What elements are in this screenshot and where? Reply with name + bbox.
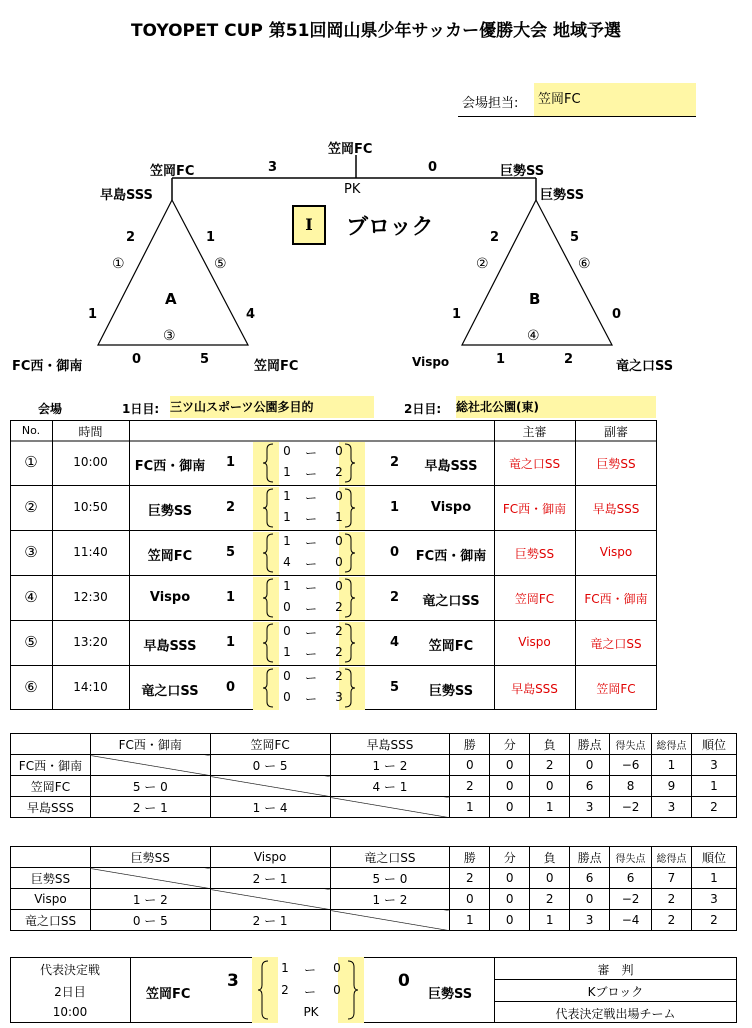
match-referee: 笠岡FC [514, 592, 555, 606]
standings-points-header: 勝点 [570, 734, 610, 755]
match-no: ⑥ [24, 678, 38, 696]
standings-draws: 0 [490, 910, 530, 931]
standings-points: 0 [570, 755, 610, 776]
match-dash-2: ー [304, 512, 317, 526]
standings-diagonal-cell [210, 889, 330, 910]
standings-points: 6 [570, 776, 610, 797]
standings-gd: 6 [610, 868, 652, 889]
match-row [10, 441, 657, 485]
standings-wins: 0 [450, 889, 490, 910]
standings-row [11, 868, 737, 889]
match-h1: 0 [283, 669, 291, 683]
standings-points: 3 [570, 910, 610, 931]
match-referee: 早島SSS [511, 682, 558, 696]
match-no: ③ [24, 543, 38, 561]
match-h2: 1 [283, 645, 291, 659]
match-a1: 0 [335, 579, 343, 593]
match-h1: 1 [283, 579, 291, 593]
match-away-score: 0 [390, 545, 400, 560]
match-away-team: FC西・御南 [415, 549, 487, 564]
schedule-table [10, 420, 657, 710]
match-dash-2: ー [304, 692, 317, 706]
match-assistant: 竜之口SS [590, 637, 642, 651]
standings-team-header: 竜之口SS [330, 847, 450, 868]
standings-wins: 1 [450, 910, 490, 931]
match-away-team: 竜之口SS [422, 594, 480, 609]
standings-team-header: FC西・御南 [90, 734, 210, 755]
standings-draws: 0 [490, 868, 530, 889]
schedule-header-assistant: 副審 [603, 425, 628, 439]
standings-result-cell: 0 ー 5 [90, 910, 210, 931]
standings-rank-header: 順位 [691, 734, 736, 755]
final-label: 代表決定戦 [39, 963, 100, 977]
group-b-m4-right: 2 [564, 352, 574, 367]
standings-losses: 2 [530, 755, 570, 776]
page-title: TOYOPET CUP 第51回岡山県少年サッカー優勝大会 地域予選 [130, 21, 622, 41]
final-dash-1: ー [303, 963, 316, 977]
final-h2: 2 [281, 983, 289, 997]
match-a2: 2 [335, 645, 343, 659]
standings-gd: −4 [610, 910, 652, 931]
standings-team-header: 早島SSS [330, 734, 450, 755]
match-away-score: 5 [390, 680, 400, 695]
standings-result-cell: 1 ー 2 [330, 755, 450, 776]
venue-manager-label: 会場担当: [462, 96, 519, 111]
standings-draws: 0 [490, 797, 530, 818]
schedule-header-time: 時間 [78, 425, 103, 439]
standings-rank: 1 [691, 776, 736, 797]
standings-b-table [10, 846, 737, 931]
match-away-score: 1 [390, 500, 400, 515]
final-a1: 0 [333, 961, 341, 975]
group-a-br-team: 笠岡FC [254, 359, 299, 374]
day1-label: 1日目: [122, 402, 160, 416]
standings-result-cell: 5 ー 0 [90, 776, 210, 797]
match-dash-2: ー [304, 467, 317, 481]
standings-rank: 3 [691, 889, 736, 910]
standings-losses: 1 [530, 910, 570, 931]
match-no: ② [24, 498, 38, 516]
match-away-score: 2 [390, 455, 400, 470]
match-row [10, 486, 657, 530]
standings-result-cell: 1 ー 4 [210, 797, 330, 818]
group-a-m5-top: 1 [206, 230, 216, 245]
group-a-top-team: 早島SSS [100, 188, 153, 203]
schedule-header-no: No. [21, 424, 41, 437]
standings-wins: 2 [450, 776, 490, 797]
match-h1: 1 [283, 534, 291, 548]
final-pk-label: PK [344, 182, 361, 197]
standings-diagonal-cell [210, 776, 330, 797]
standings-result-cell: 2 ー 1 [210, 868, 330, 889]
final-right-team: 巨勢SS [500, 164, 545, 179]
schedule-header-referee: 主審 [522, 425, 547, 439]
match-away-team: Vispo [430, 500, 472, 515]
group-b-m6-marker: ⑥ [578, 256, 591, 272]
match-time: 12:30 [73, 590, 108, 604]
match-a2: 0 [335, 555, 343, 569]
standings-draw-header: 分 [490, 847, 530, 868]
match-away-score: 4 [390, 635, 400, 650]
match-time: 14:10 [73, 680, 108, 694]
standings-rank: 2 [691, 910, 736, 931]
standings-team: 巨勢SS [11, 868, 91, 889]
match-a1: 0 [335, 534, 343, 548]
match-h2: 0 [283, 600, 291, 614]
standings-loss-header: 負 [530, 734, 570, 755]
group-a-m3-left: 0 [132, 352, 142, 367]
standings-row [11, 755, 737, 776]
match-dash-2: ー [304, 602, 317, 616]
standings-result-cell: 5 ー 0 [330, 868, 450, 889]
group-b-label: B [529, 290, 541, 308]
match-dash-1: ー [304, 626, 317, 640]
match-no: ④ [24, 588, 38, 606]
standings-result-cell: 2 ー 1 [90, 797, 210, 818]
standings-draws: 0 [490, 776, 530, 797]
match-dash-1: ー [304, 536, 317, 550]
standings-team: 竜之口SS [11, 910, 91, 931]
standings-result-cell: 2 ー 1 [210, 910, 330, 931]
standings-result-cell: 0 ー 5 [210, 755, 330, 776]
match-time: 11:40 [73, 545, 108, 559]
match-h2: 4 [283, 555, 291, 569]
final-right-score: 0 [428, 160, 438, 175]
match-home-team: Vispo [149, 590, 191, 605]
group-b-top-team: 巨勢SS [540, 188, 585, 203]
group-b-m6-bottom: 0 [612, 307, 622, 322]
standings-points: 0 [570, 889, 610, 910]
standings-points: 3 [570, 797, 610, 818]
match-row [10, 621, 657, 665]
standings-rank-header: 順位 [691, 847, 736, 868]
standings-gd: −2 [610, 889, 652, 910]
match-dash-1: ー [304, 491, 317, 505]
final-a2: 0 [333, 983, 341, 997]
match-referee: FC西・御南 [502, 502, 567, 516]
final-match [10, 957, 737, 1023]
block-label: ブロック [346, 215, 434, 240]
standings-losses: 1 [530, 797, 570, 818]
match-h1: 0 [283, 444, 291, 458]
match-dash-1: ー [304, 446, 317, 460]
match-home-score: 1 [226, 635, 236, 650]
standings-losses: 0 [530, 868, 570, 889]
match-away-score: 2 [390, 590, 400, 605]
match-time: 13:20 [73, 635, 108, 649]
match-a1: 2 [335, 624, 343, 638]
day1-venue: 三ツ山スポーツ公園多目的 [170, 396, 374, 418]
standings-diagonal-cell [90, 868, 210, 889]
match-h2: 1 [283, 465, 291, 479]
match-row [10, 666, 657, 710]
final-pk: PK [303, 1005, 319, 1019]
match-assistant: 早島SSS [592, 502, 640, 516]
standings-draw-header: 分 [490, 734, 530, 755]
group-b-br-team: 竜之口SS [616, 359, 674, 374]
standings-row [11, 889, 737, 910]
match-home-team: 笠岡FC [147, 549, 193, 564]
standings-rank: 3 [691, 755, 736, 776]
standings-rank: 2 [691, 797, 736, 818]
match-assistant: 巨勢SS [596, 457, 636, 471]
standings-wins: 1 [450, 797, 490, 818]
final-ref-note: 代表決定戦出場チーム [555, 1007, 676, 1021]
standings-gf: 2 [652, 889, 692, 910]
group-a-m1-top: 2 [126, 230, 136, 245]
match-dash-1: ー [304, 581, 317, 595]
match-home-score: 1 [226, 455, 236, 470]
match-home-team: 早島SSS [143, 639, 197, 654]
standings-team: Vispo [11, 889, 91, 910]
match-dash-2: ー [304, 557, 317, 571]
standings-result-cell: 1 ー 2 [90, 889, 210, 910]
standings-team: 笠岡FC [11, 776, 91, 797]
match-a1: 0 [335, 444, 343, 458]
match-referee: 巨勢SS [514, 547, 555, 561]
standings-gf: 2 [652, 910, 692, 931]
final-away: 巨勢SS [428, 987, 473, 1002]
standings-wins: 2 [450, 868, 490, 889]
standings-wins: 0 [450, 755, 490, 776]
standings-win-header: 勝 [450, 734, 490, 755]
standings-loss-header: 負 [530, 847, 570, 868]
group-a-m1-marker: ① [112, 256, 125, 272]
venue-manager-value: 笠岡FC [534, 83, 696, 117]
final-away-score: 0 [398, 971, 410, 991]
standings-rank: 1 [691, 868, 736, 889]
match-away-team: 早島SSS [424, 459, 478, 474]
match-h1: 1 [283, 489, 291, 503]
standings-losses: 0 [530, 776, 570, 797]
standings-team-header: 笠岡FC [210, 734, 330, 755]
match-referee: 竜之口SS [508, 457, 561, 471]
match-time: 10:50 [73, 500, 108, 514]
standings-gf: 7 [652, 868, 692, 889]
match-home-team: FC西・御南 [134, 459, 206, 474]
final-home: 笠岡FC [146, 987, 191, 1002]
standings-row [11, 910, 737, 931]
standings-points: 6 [570, 868, 610, 889]
standings-gf: 3 [652, 797, 692, 818]
match-assistant: FC西・御南 [584, 592, 648, 606]
group-b-m4-left: 1 [496, 352, 506, 367]
match-home-score: 2 [226, 500, 236, 515]
standings-header-row [11, 847, 737, 868]
final-h1: 1 [281, 961, 289, 975]
match-away-team: 笠岡FC [428, 639, 474, 654]
match-a1: 0 [335, 489, 343, 503]
match-assistant: 笠岡FC [596, 682, 636, 696]
standings-draws: 0 [490, 755, 530, 776]
match-a1: 2 [335, 669, 343, 683]
match-referee: Vispo [518, 635, 551, 649]
standings-team-header: 巨勢SS [90, 847, 210, 868]
match-row [10, 576, 657, 620]
group-b-m2-marker: ② [476, 256, 489, 272]
standings-gf-header: 総得点 [652, 847, 692, 868]
group-a-m1-bottom: 1 [88, 307, 98, 322]
match-a2: 1 [335, 510, 343, 524]
group-b-m6-top: 5 [570, 230, 580, 245]
standings-team-header: Vispo [210, 847, 330, 868]
standings-row [11, 776, 737, 797]
standings-diagonal-cell [330, 797, 450, 818]
match-dash-1: ー [304, 671, 317, 685]
standings-result-cell: 1 ー 2 [330, 889, 450, 910]
day2-label: 2日目: [404, 402, 442, 416]
standings-header-row [11, 734, 737, 755]
match-no: ① [24, 453, 38, 471]
group-a-bl-team: FC西・御南 [12, 359, 83, 374]
match-away-team: 巨勢SS [428, 684, 474, 699]
day2-venue: 総社北公園(東) [456, 396, 656, 418]
group-b-m2-top: 2 [490, 230, 500, 245]
match-a2: 2 [335, 465, 343, 479]
final-left-team: 笠岡FC [150, 164, 195, 179]
match-h2: 1 [283, 510, 291, 524]
match-assistant: Vispo [599, 545, 633, 559]
final-home-score: 3 [227, 971, 239, 991]
match-home-team: 竜之口SS [141, 684, 199, 699]
standings-row [11, 797, 737, 818]
standings-gf: 1 [652, 755, 692, 776]
standings-diagonal-cell [90, 755, 210, 776]
match-home-team: 巨勢SS [147, 504, 193, 519]
group-a-m3-marker: ③ [163, 328, 176, 344]
final-dash-2: ー [303, 985, 316, 999]
standings-diagonal-cell [330, 910, 450, 931]
group-b-m2-bottom: 1 [452, 307, 462, 322]
final-time: 10:00 [52, 1005, 88, 1019]
venues-label: 会場 [38, 402, 63, 416]
standings-losses: 2 [530, 889, 570, 910]
group-b-bl-team: Vispo [412, 355, 450, 369]
match-h1: 0 [283, 624, 291, 638]
final-ref-block: Kブロック [587, 985, 644, 999]
group-a-m5-bottom: 4 [246, 307, 256, 322]
match-home-score: 0 [226, 680, 236, 695]
standings-corner [11, 734, 91, 755]
standings-a-table [10, 733, 737, 818]
standings-gd: −2 [610, 797, 652, 818]
match-row [10, 531, 657, 575]
match-home-score: 5 [226, 545, 236, 560]
match-a2: 3 [335, 690, 343, 704]
standings-gf: 9 [652, 776, 692, 797]
standings-team: 早島SSS [11, 797, 91, 818]
group-b-m4-marker: ④ [527, 328, 540, 344]
standings-result-cell: 4 ー 1 [330, 776, 450, 797]
final-left-score: 3 [268, 160, 278, 175]
final-day: 2日目 [54, 985, 86, 999]
match-time: 10:00 [73, 455, 108, 469]
standings-draws: 0 [490, 889, 530, 910]
match-a2: 2 [335, 600, 343, 614]
group-a-label: A [165, 290, 177, 308]
standings-gd: 8 [610, 776, 652, 797]
standings-gd: −6 [610, 755, 652, 776]
standings-corner [11, 847, 91, 868]
standings-gd-header: 得失点 [610, 734, 652, 755]
standings-team: FC西・御南 [11, 755, 91, 776]
group-a-m3-right: 5 [200, 352, 210, 367]
match-no: ⑤ [24, 633, 38, 651]
match-dash-2: ー [304, 647, 317, 661]
bracket-winner: 笠岡FC [328, 142, 373, 157]
standings-gd-header: 得失点 [610, 847, 652, 868]
standings-gf-header: 総得点 [652, 734, 692, 755]
standings-points-header: 勝点 [570, 847, 610, 868]
standings-win-header: 勝 [450, 847, 490, 868]
final-ref-label: 審 判 [597, 963, 634, 977]
match-h2: 0 [283, 690, 291, 704]
group-a-m5-marker: ⑤ [214, 256, 227, 272]
match-home-score: 1 [226, 590, 236, 605]
block-letter: I [292, 205, 326, 245]
